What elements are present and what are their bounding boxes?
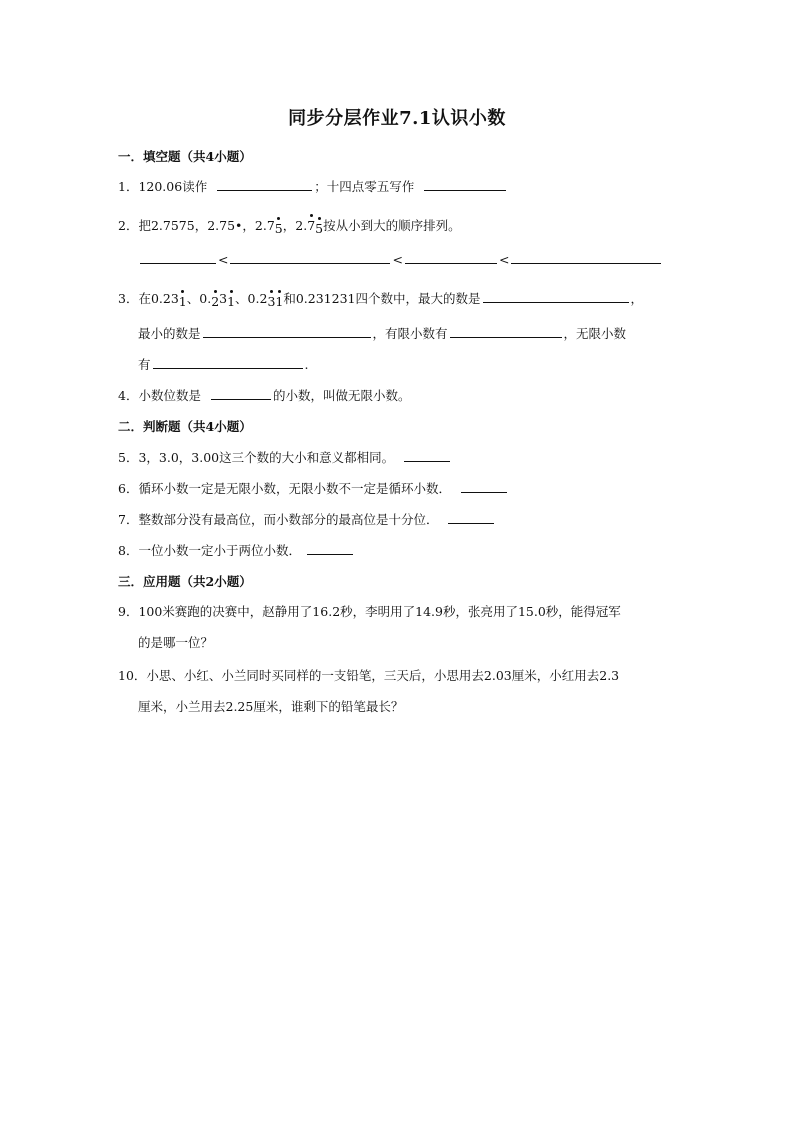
answer-blank[interactable] [448, 511, 494, 524]
question-1-text-b: ；十四点零五写作 [314, 179, 415, 194]
question-3-text-j: 和0.231231四个数中，最大的数是 [283, 291, 481, 306]
answer-blank[interactable] [461, 480, 507, 493]
page-title: 同步分层作业7.1认识小数 [288, 108, 506, 129]
answer-blank[interactable] [230, 251, 390, 264]
section-application-heading: 三．应用题（共2小题） [118, 574, 252, 589]
answer-blank[interactable] [307, 542, 353, 555]
question-9: 9．100米赛跑的决赛中，赵静用了16.2秒，李明用了14.9秒，张亮用了15.0秒，能得冠军 [118, 604, 621, 619]
answer-blank[interactable] [405, 251, 497, 264]
question-9-line-2: 的是哪一位？ [138, 635, 214, 650]
answer-blank[interactable] [511, 251, 661, 264]
repeating-digit: 5 [274, 221, 283, 236]
question-3-text-n: ，无限小数 [563, 326, 627, 341]
question-3-text-l: 最小的数是 [138, 326, 201, 341]
answer-blank[interactable] [153, 356, 303, 369]
question-10-line-2: 厘米，小兰用去2.25厘米，谁剩下的铅笔最长？ [138, 699, 404, 714]
repeating-digit: 7 [307, 218, 316, 233]
answer-blank[interactable] [424, 178, 506, 191]
answer-blank[interactable] [211, 387, 271, 400]
repeating-digit: 3 [267, 294, 276, 309]
question-6-text: 6．循环小数一定是无限小数，无限小数不一定是循环小数． [118, 481, 451, 496]
question-2-text-h: 按从小到大的顺序排列。 [323, 218, 461, 233]
question-3-text-e: 3 [219, 291, 228, 306]
question-3-text-o: 有 [138, 357, 151, 372]
question-2 [118, 216, 461, 234]
question-1 [118, 177, 508, 195]
answer-blank[interactable] [404, 449, 450, 462]
answer-blank[interactable] [450, 325, 562, 338]
question-5-text: 5．3，3.0，3.00这三个数的大小和意义都相同。 [118, 450, 395, 465]
question-2-text-e: ，2. [282, 218, 308, 233]
question-2-text-c: ，2.7 [242, 218, 275, 233]
question-7-text: 7．整数部分没有最高位，而小数部分的最高位是十分位． [118, 512, 439, 527]
question-3 [118, 289, 643, 307]
section-fill-blank-heading: 一．填空题（共4小题） [118, 149, 252, 164]
question-3-text-k: ， [630, 291, 644, 306]
question-3-text-p: . [304, 357, 309, 372]
question-4-text-a: 小数位数是 [138, 388, 201, 403]
repeating-digit: 1 [227, 294, 236, 309]
question-1-text-a: 120.06读作 [138, 179, 208, 194]
question-3-line-3 [138, 355, 309, 373]
repeating-digit: 1 [275, 294, 284, 309]
less-than-sign: < [392, 252, 403, 267]
question-8-text: 8．一位小数一定小于两位小数． [118, 543, 301, 558]
less-than-sign: < [218, 252, 229, 267]
answer-blank[interactable] [483, 290, 629, 303]
question-2-number: 2． [118, 218, 139, 233]
question-3-line-2 [138, 324, 626, 342]
repeating-digit: 5 [315, 221, 324, 236]
question-2-text-a: 把2.7575，2.75 [138, 218, 236, 233]
answer-blank[interactable] [140, 251, 216, 264]
question-4 [118, 386, 410, 404]
question-3-text-g: 、0.2 [235, 291, 268, 306]
question-8 [118, 541, 355, 559]
question-1-number: 1． [118, 179, 139, 194]
question-10: 10．小思、小红、小兰同时买同样的一支铅笔，三天后，小思用去2.03厘米，小红用去2.3 [118, 668, 620, 683]
section-judgement-heading: 二．判断题（共4小题） [118, 419, 252, 434]
question-3-text-m: ，有限小数有 [372, 326, 448, 341]
question-2-answer-row [138, 251, 663, 267]
question-7 [118, 510, 496, 528]
answer-blank[interactable] [203, 325, 371, 338]
answer-blank[interactable] [217, 178, 312, 191]
question-3-text-c: 、0. [186, 291, 212, 306]
repeating-digit: 2 [211, 294, 220, 309]
repeating-star: • [235, 218, 243, 233]
question-4-text-b: 的小数，叫做无限小数。 [272, 388, 411, 403]
question-3-text-a: 在0.23 [138, 291, 179, 306]
repeating-digit: 1 [178, 294, 187, 309]
question-4-number: 4． [118, 388, 139, 403]
question-5 [118, 448, 452, 466]
less-than-sign: < [498, 252, 510, 267]
question-3-number: 3． [118, 291, 139, 306]
question-6 [118, 479, 509, 497]
